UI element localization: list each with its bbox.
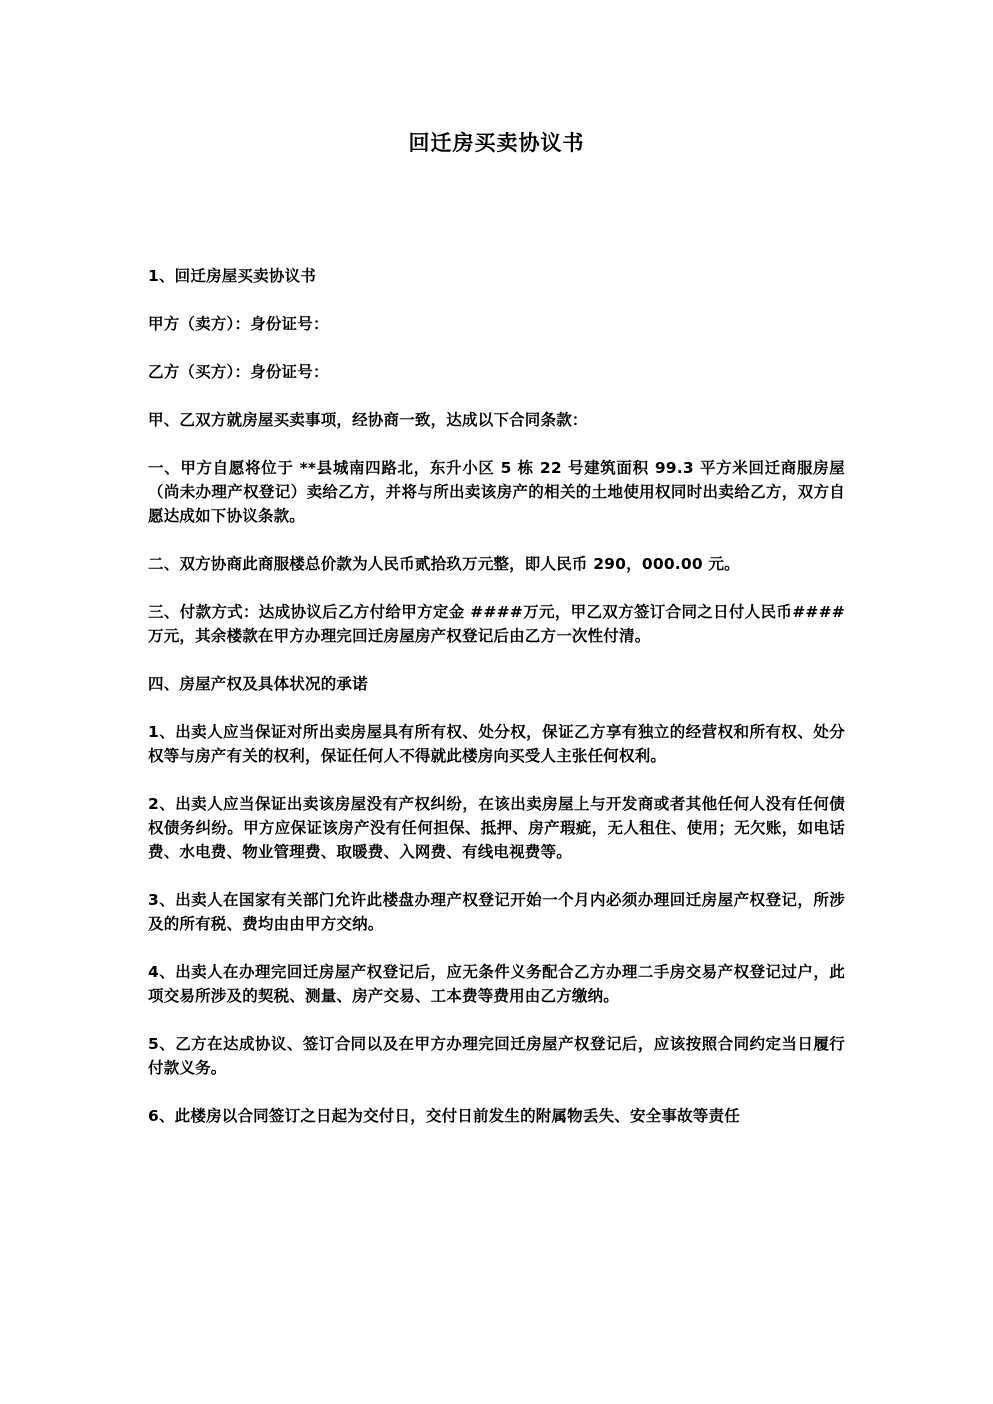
paragraph-item-1: 1、出卖人应当保证对所出卖房屋具有所有权、处分权，保证乙方享有独立的经营权和所有权、处分权等与房产有关的权利，保证任何人不得就此楼房向买受人主张任何权利。 [148,722,845,765]
paragraph-item-6: 6、此楼房以合同签订之日起为交付日，交付日前发生的附属物丢失、安全事故等责任 [148,1106,740,1125]
paragraph-preamble: 甲、乙双方就房屋买卖事项，经协商一致，达成以下合同条款： [148,410,588,429]
paragraph-clause-4: 四、房屋产权及具体状况的承诺 [148,674,368,693]
paragraph-party-a: 甲方（卖方）：身份证号： [148,314,329,333]
paragraph-item-4: 4、出卖人在办理完回迁房屋产权登记后，应无条件义务配合乙方办理二手房交易产权登记过户，此项交易所涉及的契税、测量、房产交易、工本费等费用由乙方缴纳。 [148,962,845,1005]
paragraph-clause-2: 二、双方协商此商服楼总价款为人民币贰拾玖万元整，即人民币 290，000.00 元。 [148,554,740,573]
page-title: 回迁房买卖协议书 [408,131,585,155]
paragraph-clause-3: 三、付款方式：达成协议后乙方付给甲方定金 ####万元，甲乙双方签订合同之日付人民币####万元，其余楼款在甲方办理完回迁房屋房产权登记后由乙方一次性付清。 [148,602,845,645]
paragraph-item-2: 2、出卖人应当保证出卖该房屋没有产权纠纷，在该出卖房屋上与开发商或者其他任何人没有任何债权债务纠纷。甲方应保证该房产没有任何担保、抵押、房产瑕疵，无人租住、使用；无欠账，如电话费、水电费、物业管理费、取暖费、入网费、有线电视费等。 [148,794,845,861]
paragraph-heading-1: 1、回迁房屋买卖协议书 [148,266,316,285]
paragraph-party-b: 乙方（买方）：身份证号： [148,362,329,381]
document-body [148,264,845,1128]
paragraph-item-5: 5、乙方在达成协议、签订合同以及在甲方办理完回迁房屋产权登记后，应该按照合同约定当日履行付款义务。 [148,1034,845,1077]
paragraph-clause-1: 一、甲方自愿将位于 **县城南四路北，东升小区 5 栋 22 号建筑面积 99.3 平方米回迁商服房屋（尚未办理产权登记）卖给乙方，并将与所出卖该房产的相关的土地使用权同时出卖给乙方，双方自愿达成如下协议条款。 [148,458,845,525]
paragraph-item-3: 3、出卖人在国家有关部门允许此楼盘办理产权登记开始一个月内必须办理回迁房屋产权登记，所涉及的所有税、费均由由甲方交纳。 [148,890,845,933]
